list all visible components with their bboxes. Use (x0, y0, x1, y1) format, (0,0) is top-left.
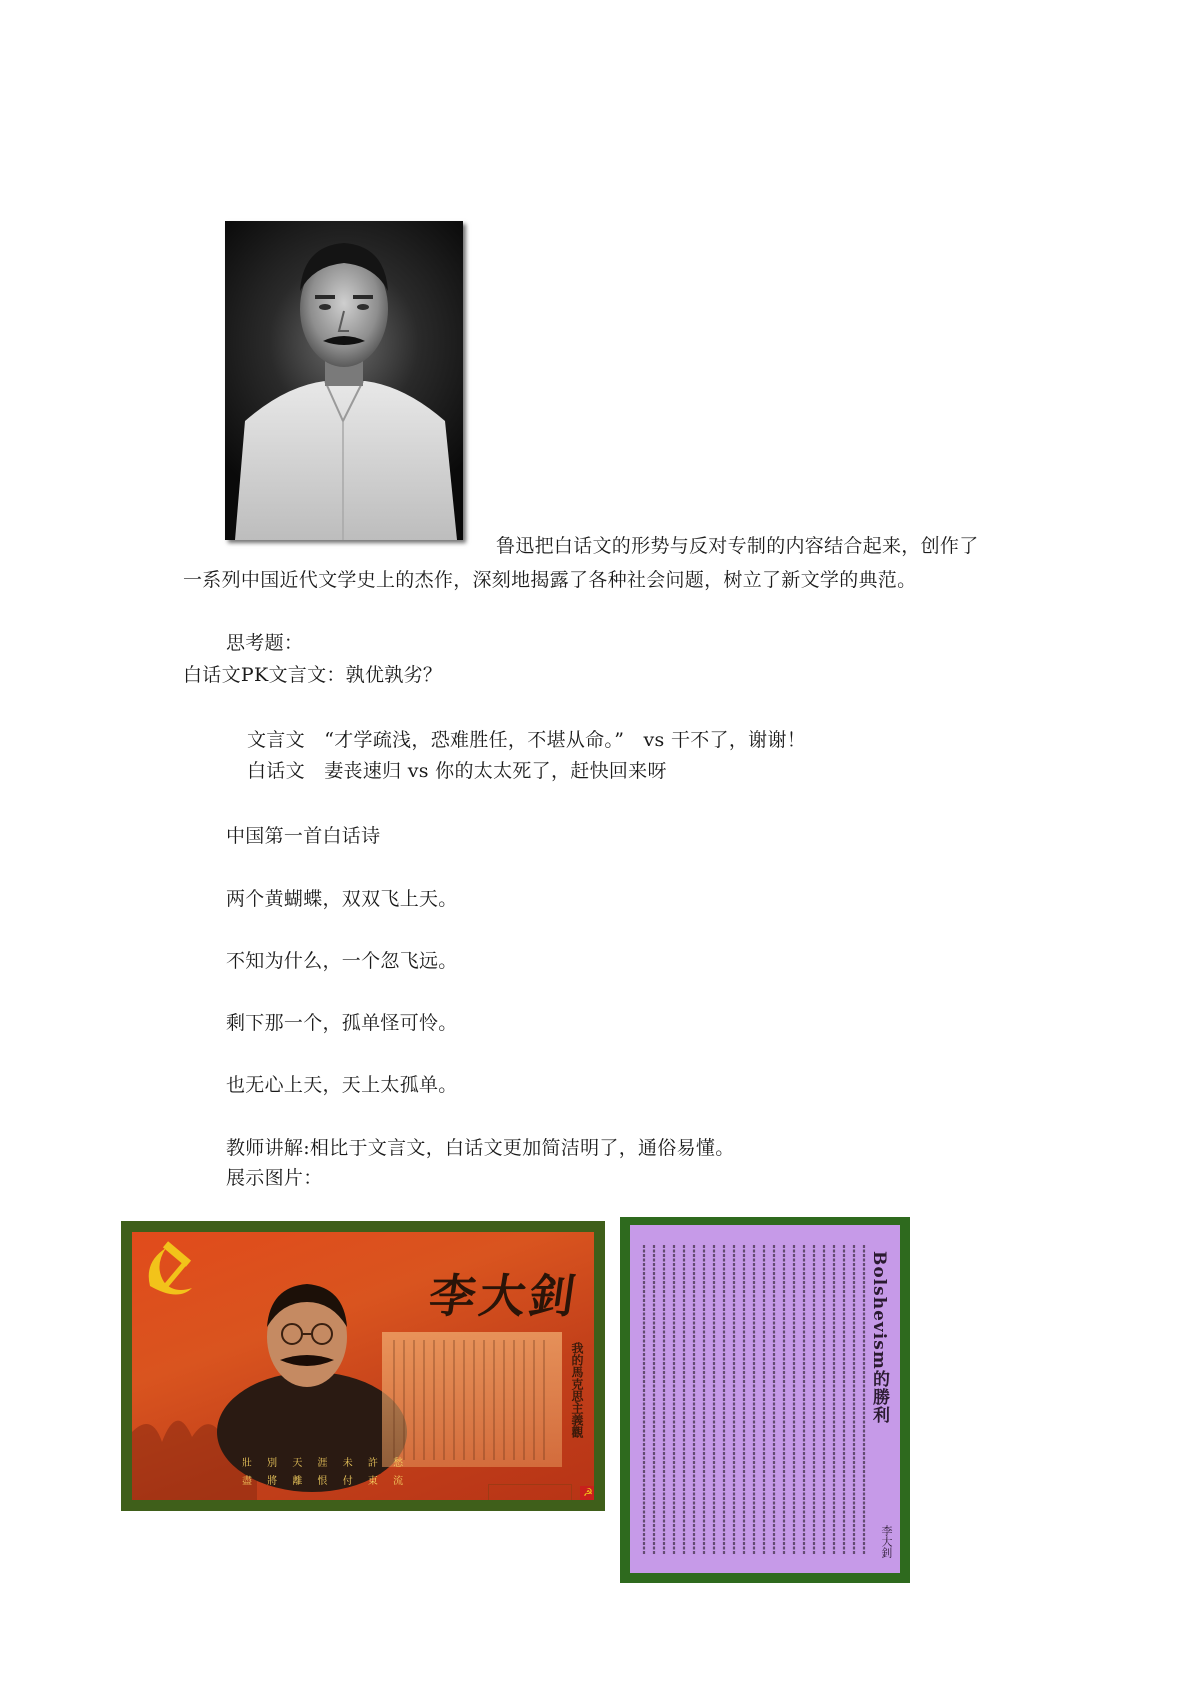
li-dazhao-banner (121, 1221, 605, 1511)
question-title: 白话文PK文言文：孰优孰劣？ (183, 664, 443, 686)
classical-example: 文言文 “才学疏浅，恐难胜任，不堪从命。” vs 干不了，谢谢！ (247, 729, 807, 751)
paragraph-line-2: 一系列中国近代文学史上的杰作，深刻地揭露了各种社会问题，树立了新文学的典范。 (183, 569, 917, 591)
portrait-photo-icon (225, 221, 463, 540)
banner-text-lines (382, 1332, 562, 1467)
poem-line: 剩下那一个，孤单怪可怜。 (226, 1012, 458, 1034)
banner-poem-line: 盡 將 離 恨 付 東 流 (242, 1476, 410, 1487)
paragraph-line-1: 鲁迅把白话文的形势与反对专制的内容结合起来，创作了 (496, 535, 979, 557)
banner-calligraphy: 李大釗 (425, 1269, 584, 1323)
lu-xun-portrait (225, 221, 463, 540)
question-label: 思考题： (226, 632, 304, 654)
teacher-note: 教师讲解:相比于文言文，白话文更加简洁明了，通俗易懂。 (226, 1137, 735, 1159)
bolshevism-article-image (620, 1217, 910, 1583)
article-title: Bolshevism的勝利 (869, 1251, 889, 1424)
banner-empty-box (488, 1484, 572, 1500)
poem-line: 也无心上天，天上太孤单。 (226, 1074, 458, 1096)
article-text-columns (630, 1225, 900, 1573)
banner-text-panel (382, 1332, 562, 1467)
poem-heading: 中国第一首白话诗 (226, 825, 381, 847)
vernacular-example: 白话文 妻丧速归 vs 你的太太死了，赶快回来呀 (247, 760, 667, 782)
poem-line: 两个黄蝴蝶，双双飞上天。 (226, 888, 458, 910)
hammer-sickle-icon: ☭ (580, 1486, 594, 1500)
banner-poem-line: 壯 別 天 涯 未 許 愁 (242, 1458, 410, 1469)
show-images-label: 展示图片： (226, 1167, 323, 1189)
banner-panel-title: 我的馬克思主義觀 (570, 1342, 584, 1438)
hammer-sickle-icon (149, 1241, 192, 1294)
poem-line: 不知为什么，一个忽飞远。 (226, 950, 458, 972)
article-author: 李大釗 (880, 1525, 893, 1558)
